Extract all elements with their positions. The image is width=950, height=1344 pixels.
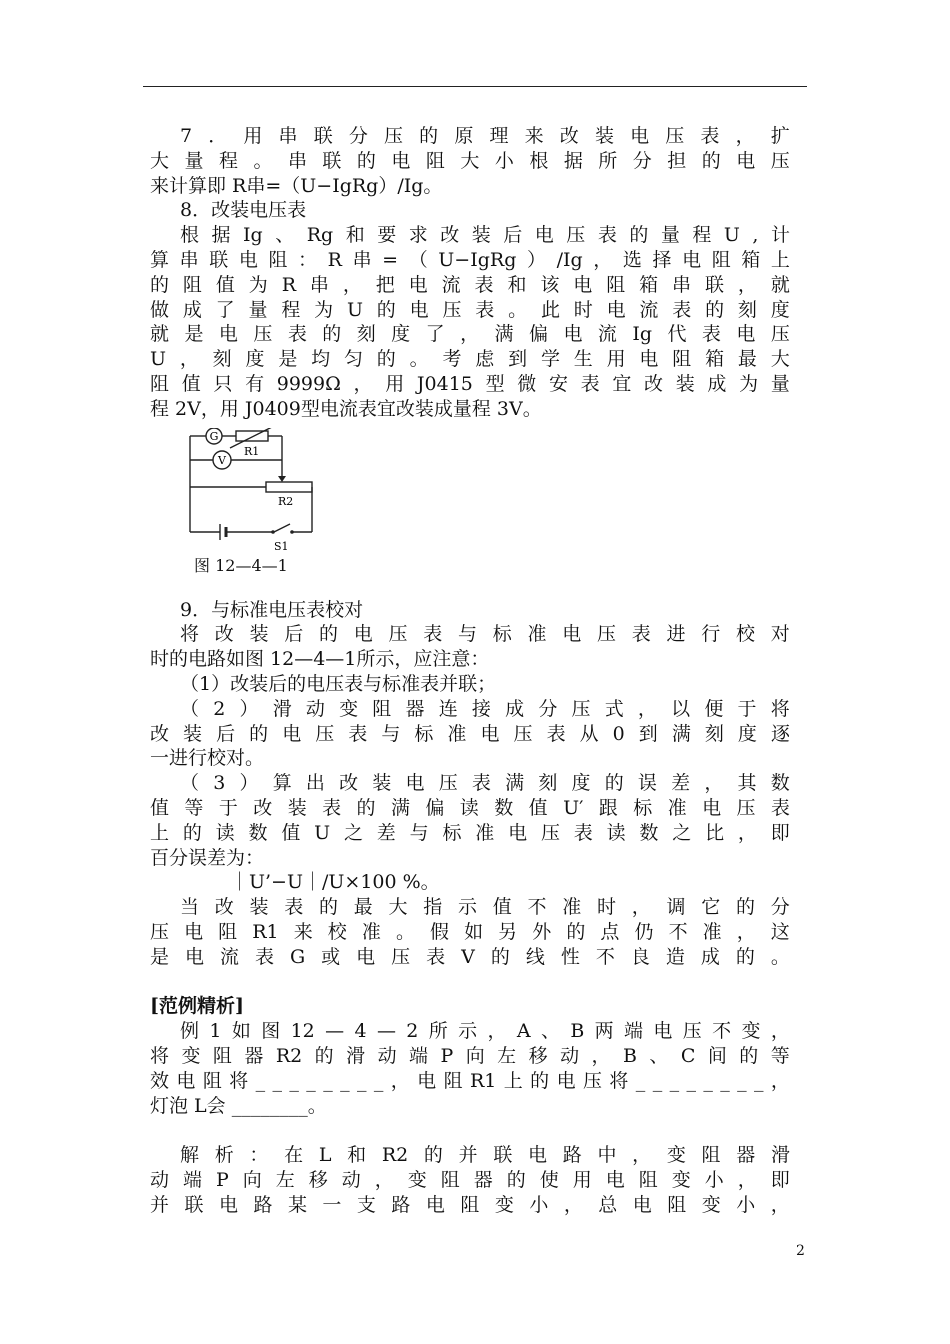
text-line: U ， 刻 度 是 均 匀 的 。 考 虑 到 学 生 用 电 阻 箱 最 大	[150, 348, 790, 371]
text-line: 做 成 了 量 程 为 U 的 电 压 表 。 此 时 电 流 表 的 刻 度	[150, 298, 790, 321]
text-line: 程 2V，用 J0409型电流表宜改装成量程 3V。	[150, 397, 542, 420]
text-line: 上 的 读 数 值 U 之 差 与 标 准 电 压 表 读 数 之 比 ， 即	[150, 821, 790, 844]
text-line: 当 改 装 表 的 最 大 指 示 值 不 准 时 ， 调 它 的 分	[180, 896, 790, 919]
analysis-line: 解 析 ： 在 L 和 R2 的 并 联 电 路 中 ， 变 阻 器 滑	[180, 1144, 790, 1167]
example-line: 例 1 如 图 12 — 4 — 2 所 示 ， A 、 B 两 端 电 压 不 变 ，	[180, 1020, 790, 1043]
text-line: （ 2 ） 滑 动 变 阻 器 连 接 成 分 压 式 ， 以 便 于 将	[180, 697, 790, 720]
text-line: 值 等 于 改 装 表 的 满 偏 读 数 值 U′ 跟 标 准 电 压 表	[150, 796, 790, 819]
analysis-line: 动 端 P 向 左 移 动 ， 变 阻 器 的 使 用 电 阻 变 小 ， 即	[150, 1168, 790, 1191]
error-formula: ｜U’−U｜/U×100 %。	[230, 871, 440, 894]
text-line: 压 电 阻 R1 来 校 准 。 假 如 另 外 的 点 仍 不 准 ， 这	[150, 920, 790, 943]
r1-label: R1	[244, 444, 260, 458]
text-line: （1）改装后的电压表与标准表并联；	[180, 672, 497, 695]
figure-caption: 图 12—4—1	[194, 555, 288, 575]
text-line: 大 量 程 。 串 联 的 电 阻 大 小 根 据 所 分 担 的 电 压	[150, 149, 790, 172]
example-line: 灯泡 L会 ________。	[150, 1094, 327, 1117]
circuit-figure	[150, 428, 790, 578]
s1-label: S1	[274, 539, 289, 553]
text-line: 改 装 后 的 电 压 表 与 标 准 电 压 表 从 0 到 满 刻 度 逐	[150, 722, 790, 745]
meter-v-label: V	[218, 453, 226, 467]
circuit-diagram	[186, 428, 336, 556]
text-line: 的 阻 值 为 R 串 ， 把 电 流 表 和 该 电 阻 箱 串 联 ， 就	[150, 273, 790, 296]
text-line: 将 改 装 后 的 电 压 表 与 标 准 电 压 表 进 行 校 对	[180, 623, 790, 646]
document-body	[150, 124, 790, 1217]
text-line: （ 3 ） 算 出 改 装 电 压 表 满 刻 度 的 误 差 ， 其 数	[180, 772, 790, 795]
heading-9: 9．与标准电压表校对	[180, 598, 364, 621]
text-line: 就 是 电 压 表 的 刻 度 了 ， 满 偏 电 流 Ig 代 表 电 压	[150, 323, 790, 346]
heading-8: 8．改装电压表	[180, 199, 307, 222]
example-line: 效 电 阻 将 _ _ _ _ _ _ _ _ ， 电 阻 R1 上 的 电 压 将 _ _ _ _ _ _ _ _ ，	[150, 1069, 790, 1092]
section-title: [范例精析]	[150, 995, 244, 1018]
text-line: 一进行校对。	[150, 747, 265, 770]
r2-label: R2	[278, 494, 294, 508]
example-line: 将 变 阻 器 R2 的 滑 动 端 P 向 左 移 动 ， B 、 C 间 的 等	[150, 1044, 790, 1067]
text-line: 算 串 联 电 阻 ： R 串 = （ U−IgRg ） /Ig ， 选 择 电 阻 箱 上	[150, 248, 790, 271]
text-line: 7 ． 用 串 联 分 压 的 原 理 来 改 装 电 压 表 ， 扩	[180, 125, 790, 147]
text-line: 根 据 Ig 、 Rg 和 要 求 改 装 后 电 压 表 的 量 程 U , 计	[180, 224, 790, 247]
text-line: 阻 值 只 有 9999Ω ， 用 J0415 型 微 安 表 宜 改 装 成 为 量	[150, 372, 790, 395]
analysis-line: 并 联 电 路 某 一 支 路 电 阻 变 小 ， 总 电 阻 变 小 ，	[150, 1193, 790, 1216]
meter-g-label: G	[209, 429, 219, 443]
text-line: 百分误差为：	[150, 846, 265, 869]
page-number: 2	[796, 1243, 805, 1259]
text-line: 是 电 流 表 G 或 电 压 表 V 的 线 性 不 良 造 成 的 。	[150, 945, 790, 968]
header-rule	[143, 86, 807, 87]
text-line: 来计算即 R串=（U−IgRg）/Ig。	[150, 174, 443, 197]
text-line: 时的电路如图 12—4—1所示，应注意：	[150, 648, 490, 671]
